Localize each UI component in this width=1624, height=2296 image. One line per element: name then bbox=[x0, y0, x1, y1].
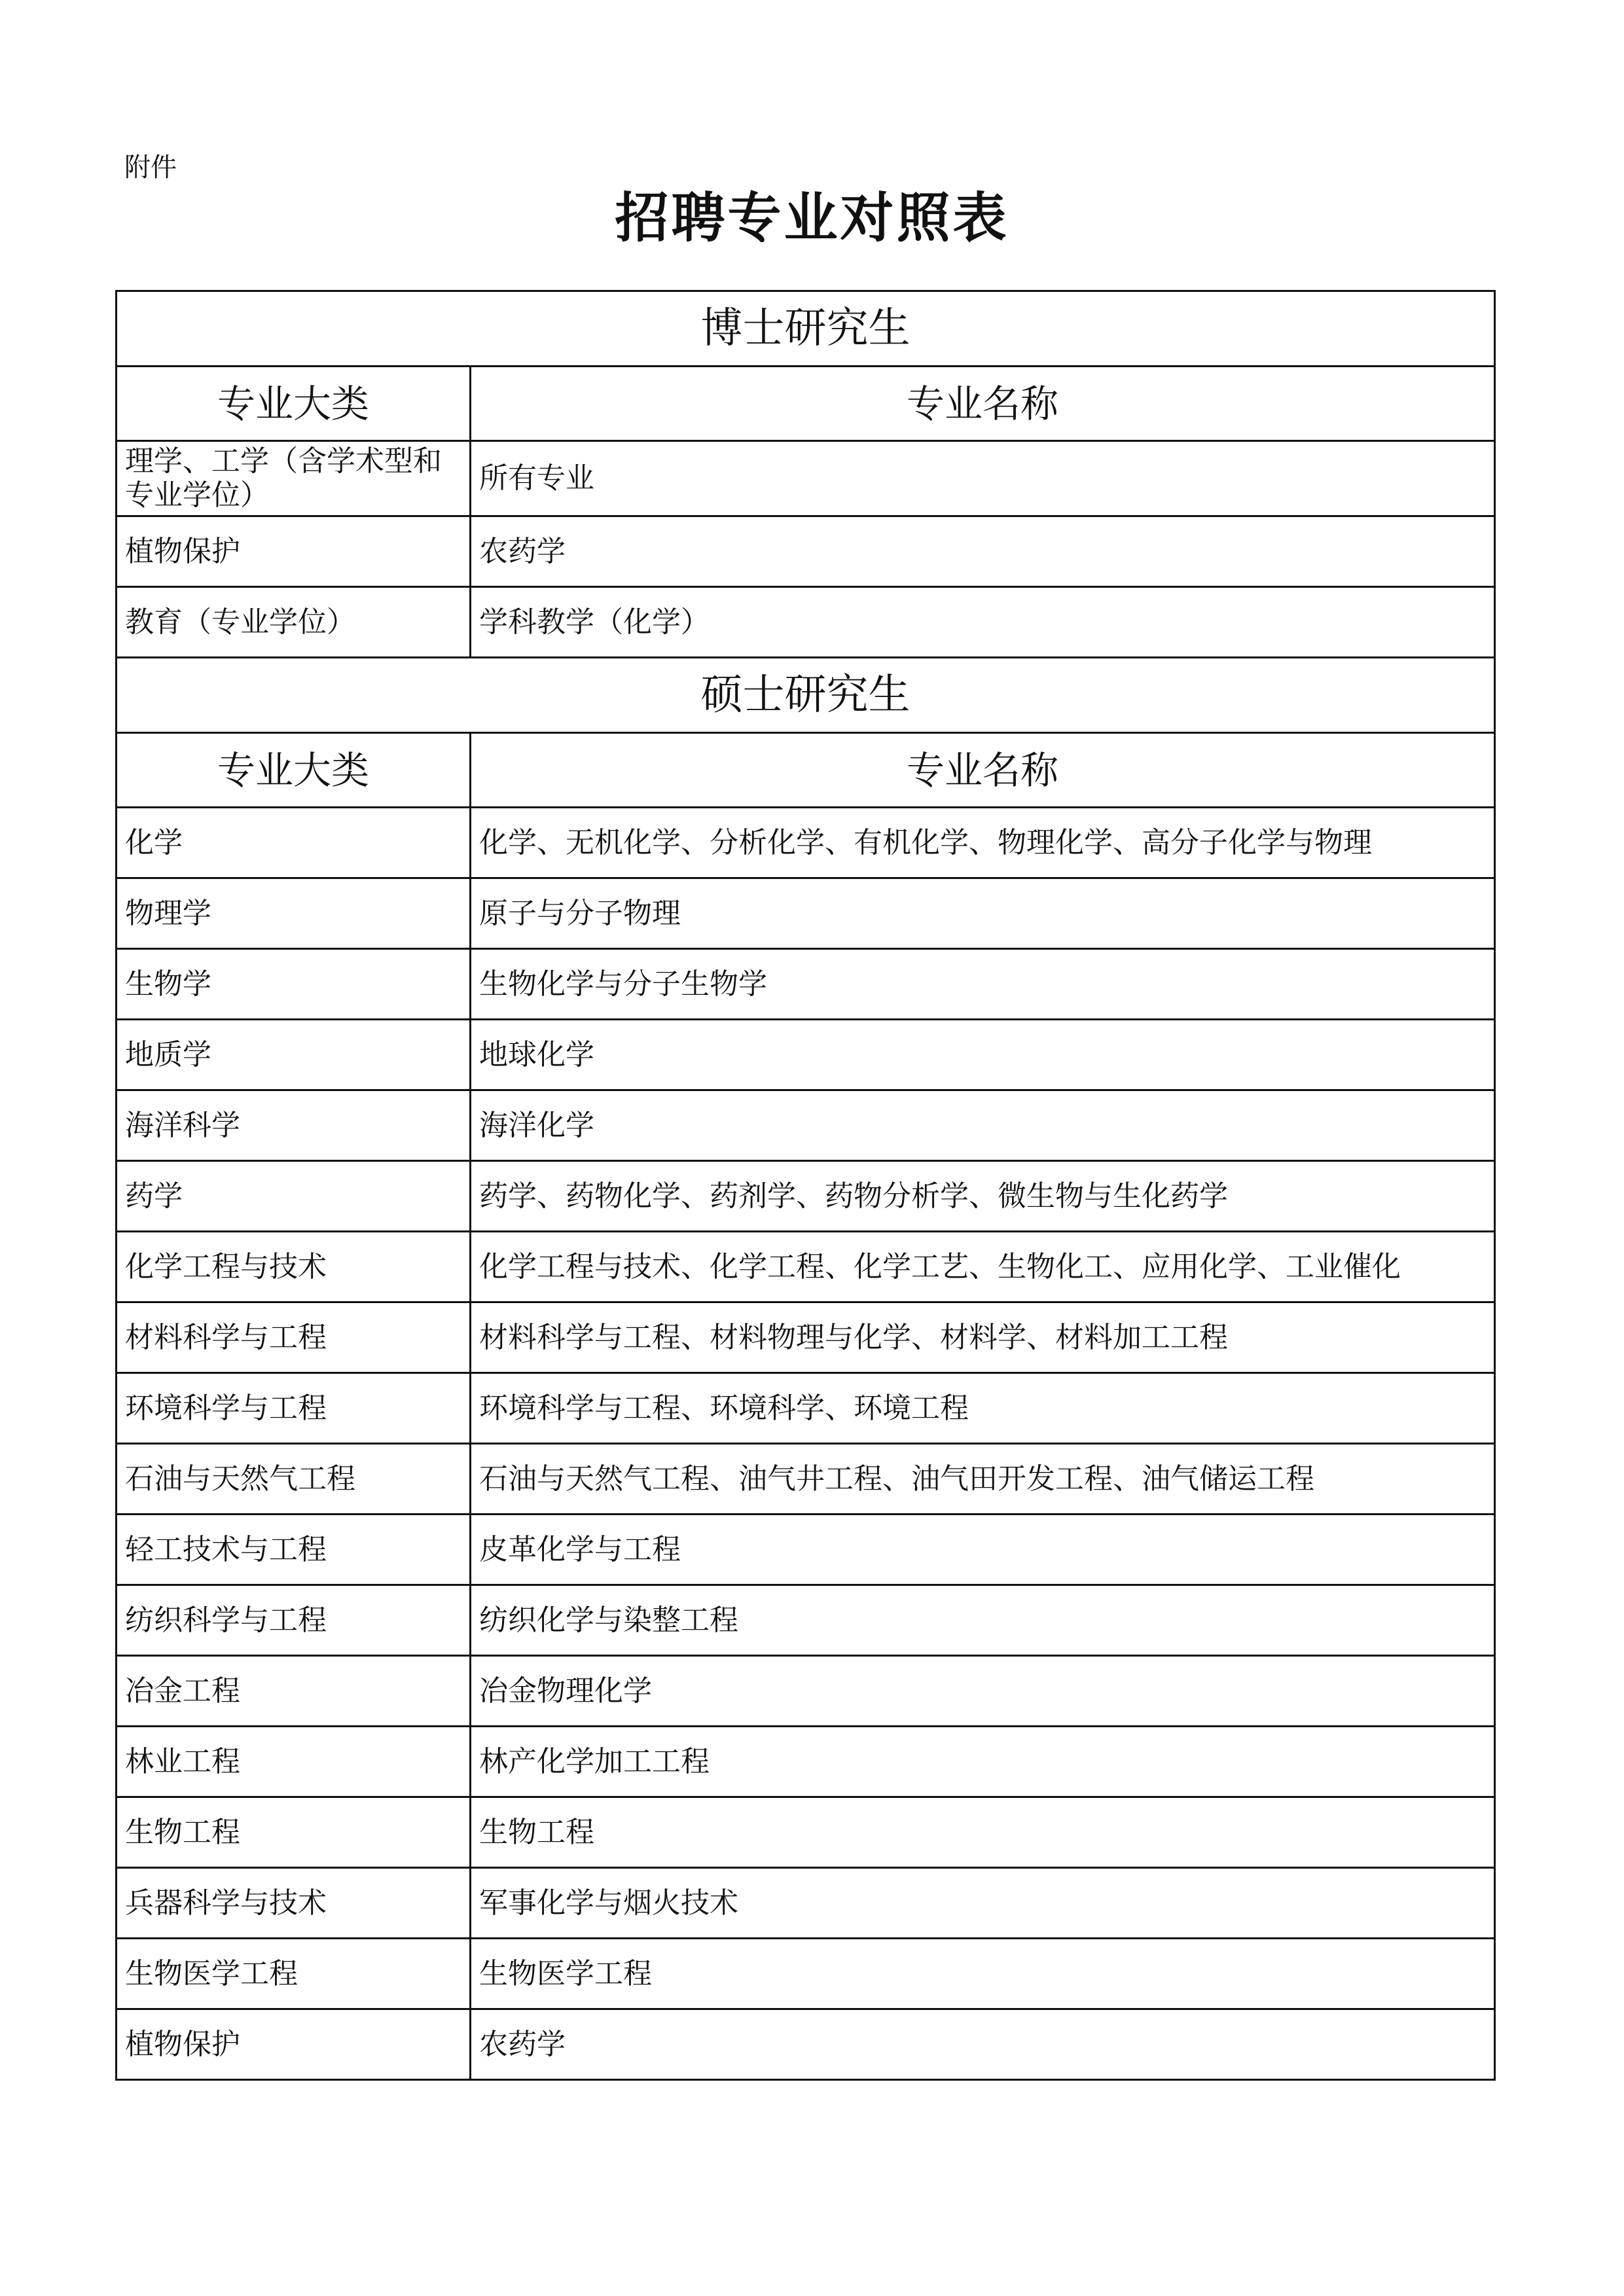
category-column-header: 专业大类 bbox=[117, 367, 471, 441]
phd-section-title: 博士研究生 bbox=[117, 291, 1495, 367]
table-row bbox=[117, 1444, 1495, 1515]
category-cell: 石油与天然气工程 bbox=[117, 1444, 471, 1515]
masters-section-row bbox=[117, 658, 1495, 733]
table-row bbox=[117, 808, 1495, 878]
phd-header-row bbox=[117, 367, 1495, 441]
category-cell: 林业工程 bbox=[117, 1727, 471, 1797]
major-name-cell: 学科教学（化学） bbox=[471, 587, 1495, 658]
table-row bbox=[117, 1090, 1495, 1161]
major-name-cell: 原子与分子物理 bbox=[471, 878, 1495, 949]
category-cell: 药学 bbox=[117, 1161, 471, 1232]
category-cell: 海洋科学 bbox=[117, 1090, 471, 1161]
table-row bbox=[117, 949, 1495, 1020]
phd-section-row bbox=[117, 291, 1495, 367]
major-name-cell: 纺织化学与染整工程 bbox=[471, 1585, 1495, 1656]
category-cell: 化学工程与技术 bbox=[117, 1232, 471, 1302]
major-name-cell: 材料科学与工程、材料物理与化学、材料学、材料加工工程 bbox=[471, 1302, 1495, 1373]
category-cell: 地质学 bbox=[117, 1020, 471, 1090]
category-cell: 理学、工学（含学术型和专业学位） bbox=[117, 441, 471, 516]
masters-section-title: 硕士研究生 bbox=[117, 658, 1495, 733]
category-cell: 植物保护 bbox=[117, 2009, 471, 2080]
major-name-cell: 环境科学与工程、环境科学、环境工程 bbox=[471, 1373, 1495, 1444]
category-cell: 环境科学与工程 bbox=[117, 1373, 471, 1444]
category-cell: 教育（专业学位） bbox=[117, 587, 471, 658]
table-row bbox=[117, 587, 1495, 658]
table-row bbox=[117, 1797, 1495, 1868]
category-cell: 生物工程 bbox=[117, 1797, 471, 1868]
major-name-cell: 生物化学与分子生物学 bbox=[471, 949, 1495, 1020]
table-row bbox=[117, 1161, 1495, 1232]
table-row bbox=[117, 1939, 1495, 2009]
major-name-cell: 化学、无机化学、分析化学、有机化学、物理化学、高分子化学与物理 bbox=[471, 808, 1495, 878]
category-cell: 纺织科学与工程 bbox=[117, 1585, 471, 1656]
major-name-cell: 林产化学加工工程 bbox=[471, 1727, 1495, 1797]
attachment-label: 附件 bbox=[124, 152, 177, 183]
category-cell: 冶金工程 bbox=[117, 1656, 471, 1727]
table-row bbox=[117, 878, 1495, 949]
masters-header-row bbox=[117, 733, 1495, 808]
category-cell: 植物保护 bbox=[117, 516, 471, 587]
major-name-cell: 生物工程 bbox=[471, 1797, 1495, 1868]
major-name-cell: 石油与天然气工程、油气井工程、油气田开发工程、油气储运工程 bbox=[471, 1444, 1495, 1515]
category-column-header: 专业大类 bbox=[117, 733, 471, 808]
major-name-cell: 地球化学 bbox=[471, 1020, 1495, 1090]
major-name-cell: 农药学 bbox=[471, 2009, 1495, 2080]
table-row bbox=[117, 1373, 1495, 1444]
major-name-cell: 生物医学工程 bbox=[471, 1939, 1495, 2009]
category-cell: 物理学 bbox=[117, 878, 471, 949]
category-cell: 材料科学与工程 bbox=[117, 1302, 471, 1373]
category-cell: 轻工技术与工程 bbox=[117, 1515, 471, 1585]
major-name-cell: 皮革化学与工程 bbox=[471, 1515, 1495, 1585]
major-name-cell: 冶金物理化学 bbox=[471, 1656, 1495, 1727]
table-row bbox=[117, 1656, 1495, 1727]
major-name-cell: 海洋化学 bbox=[471, 1090, 1495, 1161]
table-row bbox=[117, 1232, 1495, 1302]
table-row bbox=[117, 1868, 1495, 1939]
table-row bbox=[117, 1515, 1495, 1585]
table-row bbox=[117, 441, 1495, 516]
major-name-cell: 化学工程与技术、化学工程、化学工艺、生物化工、应用化学、工业催化 bbox=[471, 1232, 1495, 1302]
major-name-cell: 军事化学与烟火技术 bbox=[471, 1868, 1495, 1939]
table-row bbox=[117, 1585, 1495, 1656]
major-name-cell: 所有专业 bbox=[471, 441, 1495, 516]
page-title: 招聘专业对照表 bbox=[615, 187, 1009, 249]
category-cell: 生物学 bbox=[117, 949, 471, 1020]
table-row bbox=[117, 516, 1495, 587]
category-cell: 兵器科学与技术 bbox=[117, 1868, 471, 1939]
table-row bbox=[117, 2009, 1495, 2080]
name-column-header: 专业名称 bbox=[471, 367, 1495, 441]
major-comparison-table bbox=[115, 290, 1496, 2081]
category-cell: 生物医学工程 bbox=[117, 1939, 471, 2009]
table-row bbox=[117, 1302, 1495, 1373]
major-name-cell: 农药学 bbox=[471, 516, 1495, 587]
table-row bbox=[117, 1727, 1495, 1797]
major-name-cell: 药学、药物化学、药剂学、药物分析学、微生物与生化药学 bbox=[471, 1161, 1495, 1232]
name-column-header: 专业名称 bbox=[471, 733, 1495, 808]
table-row bbox=[117, 1020, 1495, 1090]
category-cell: 化学 bbox=[117, 808, 471, 878]
